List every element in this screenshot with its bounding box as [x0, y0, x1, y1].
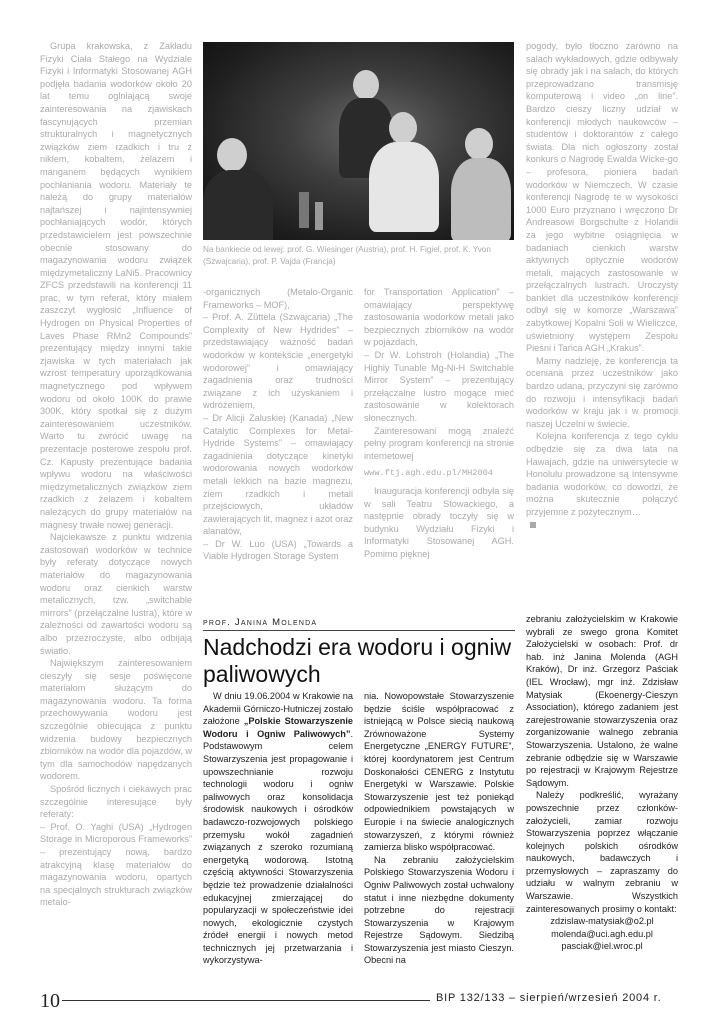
paragraph: Zainteresowani mogą znaleźć pełny program konferencji na stronie internetowej — [364, 425, 514, 461]
contact-email[interactable]: zdzislaw-matysiak@o2.pl — [550, 916, 654, 927]
article-byline: prof. Janina Molenda — [203, 617, 318, 628]
paragraph: Spośród licznych i ciekawych prac szczególnie interesujące były referaty: — [40, 784, 192, 820]
paragraph: Inauguracja konferencji odbyła się w sali Teatru Stowackiego, a następnie obrady toczyły się w budynku Wydziału Fizyki i Informatyki Stosowanej AGH. Pomimo pięknej — [364, 485, 514, 559]
paragraph: – Dr W. Luo (USA) „Towards a Viable Hydrogen Storage System — [203, 538, 353, 562]
paragraph: for Transportation Application” – omawiający perspektywę zastosowania wodorków metali jako bezpiecznych zbiorników na wodór w pojazdach, — [364, 287, 514, 348]
paragraph: Należy podkreślić, wyrażany powszechnie przez członków-założycieli, zamiar rozwoju Stowarzyszenia poprzez włączanie kolejnych polskich ośrodków naukowych, badawczych i przemysłowych – zapraszamy do udziału w walnym zebraniu w Warszawie. Wszystkich zainteresowanych prosimy o kontakt: — [526, 790, 678, 914]
paragraph: – Dr Alicji Zaluskiej (Kanada) „New Catalytic Complexes for Metal-Hydride Systems” – omawiający zagadnienia dotyczące kinetyki wodorowania nowych wodorków metali lekkich na bazie magnezu, ziem rzadkich i metali przejściowych, układów zawierających lit, magnez i azot oraz alanatów, — [203, 412, 353, 537]
paragraph: zebraniu założycielskim w Krakowie wybrali ze swego grona Komitet Założycielski w osobach: Prof. dr hab. inż Janina Molenda (AGH Kraków), Dr inż. Grzegorz Paściak (IEL Wrocław), mgr inż. Zdzisław Matysiak (Ekoenergy-Cieszyn Association), którego zadaniem jest zarejestrowanie stowarzyszenia oraz zorganizowanie walnego zebrania Stowarzyszenia. Ustalono, że walne zebranie odbędzie się w Warszawie po rejestracji w Krajowym Rejestrze Sądowym. — [526, 614, 678, 788]
paragraph: pogody, było tłoczno zarówno na salach wykładowych, gdzie odbywały się obrady jak i na salach, do których przeprowadzano transmisję komputerową i video „on line”. Bardzo cieszy liczny udział w konferencji młodych naukowców – studentów i doktorantów z całego świata. Dla nich ogłoszony został konkurs o Nagrodę Ewalda Wicke-go – profesora, pioniera badań wodorków w Niemczech. W czasie konferencji Nagrodę te w wysokości 1000 Euro przyznano i wręczono Dr Andreasowi Borgschulte z Holandii za jego wybitne osiągnięcia w badaniach cienkich warstw aktywnych optycznie wodorów metali, mających zastosowanie w przełączalnych lustrach. Uroczysty bankiet dla uczestników konferencji odbył się w komorze „Warszawa” zabytkowej Kopalni Soli w Wieliczce, uświetniony występem Zespołu Pieśni i Tańca AGH „Krakus”. — [526, 41, 678, 354]
article-body-column-2 — [364, 690, 514, 967]
body-text: . Podstawowym celem Stowarzyszenia jest propagowanie i upowszechnianie rozwoju technologii wodoru i ogniw paliwowych oraz konsolidacja środowisk naukowych i ośrodków badawczo-rozwojowych polskiego przemysłu wokół zagadnień związanych z szeroko rozumianą energetyką wodorową. Istotną częścią aktywności Stowarzyszenia będzie też prowadzenie działalności edukacyjnej zmierzającej do popularyzacji w społeczeństwie idei nowych, ekologicznie czystych źródeł energii i nowych metod technicznych jej przetwarzania i wykorzystywa- — [203, 728, 353, 966]
contact-email[interactable]: molenda@uci.agh.edu.pl — [551, 928, 653, 939]
article-body-column-1 — [203, 690, 353, 967]
paragraph: Na zebraniu założycielskim Polskiego Stowarzyszenia Wodoru i Ogniw Paliwowych został uchwalony statut i inne niezbędne dokumenty potrzebne do rejestracji Stowarzyszenia w Krajowym Rejestrze Sądowym. Siedzibą Stowarzyszenia jest miasto Cieszyn. Obecni na — [364, 854, 514, 966]
paragraph: -organicznych (Metalo-Organic Frameworks – MOF), — [203, 287, 353, 310]
paragraph: Kolejna konferencja z tego cyklu odbędzie się za dwa lata na Hawajach, gdzie na uniwersytecie w Honolulu prowadzone są intensywne badania wodorków, co dowodzi, że można skutecznie połączyć przyjemne z pożytecznym… — [526, 431, 678, 517]
article-column-1 — [40, 40, 192, 909]
byline-divider — [203, 630, 515, 631]
end-of-article-icon — [530, 522, 536, 528]
article-headline: Nadchodzi era wodoru i ogniw paliwowych — [203, 634, 512, 687]
website-url: www.ftj.agh.edu.pl/MH2004 — [364, 468, 493, 479]
paragraph: – Prof. O. Yaghi (USA) „Hydrogen Storage in Microporous Frameworks” – prezentujący nową, bardzo atrakcyjną klasę materiałów do magazynowania wodoru, opartych na specjalnych strukturach związków metalo- — [40, 821, 192, 908]
paragraph: – Prof. A. Züttela (Szwajcaria) „The Complexity of New Hydrides” – przedstawiający ważność badań wodorków w kontekście „energetyki wodorowej” i omawiający zagadnienia oraz trudności związane z ich użyskaniem i wdrożeniem, — [203, 312, 353, 411]
association-name: „Polskie Stowarzyszenie Wodoru i Ogniw Paliwowych” — [203, 716, 353, 739]
banquet-photo — [203, 42, 514, 240]
paragraph: Mamy nadzieję, że konferencja ta oceniana przez uczestników jako bardzo udana, przyczyni się zarówno do rozwoju i intensyfikacji badań wodorków w kraju jak i w promocji naszej Uczelni w świecie. — [526, 355, 678, 429]
contact-list — [526, 915, 678, 953]
article-body-column-3 — [526, 613, 678, 953]
paragraph: nia. Nowopowstałe Stowarzyszenie będzie ściśle współpracować z istniejącą w Polsce siecią naukową Zrównoważone Systemy Energetyczne „ENERGY FUTURE”, której koordynatorem jest Centrum Doskonałości CENERG z Instytutu Energetyki w Warszawie. Polskie Stowarzyszenie jest też poniekąd odpowiednikiem powstających w Europie i na świecie analogicznych stowarzyszeń, z którymi również zamierza blisko współpracować. — [364, 691, 514, 853]
photo-caption: Na bankiecie od lewej: prof. G. Wiesinger (Austria), prof. H. Figiel, prof. K. Yvon (Szwajcaria), prof. P. Vajda (Francja) — [203, 245, 491, 266]
article-column-4 — [526, 40, 678, 531]
contact-email[interactable]: pasciak@iel.wroc.pl — [561, 941, 643, 952]
paragraph: Najciekawsze z punktu widzenia zastosowań wodorków w technice były referaty dotyczące nowych materiałów do magazynowania wodoru oraz cienkich warstw metalicznych, tzw. „switchable mirrors” (przełączalne lustra), które w zależności od zawartości wodoru są albo przezroczyste, albo odbijają światło. — [40, 532, 192, 656]
intro-text: W dniu 19.06.2004 w Krakowie na Akademii Górniczo-Hutniczej zostało założone — [203, 691, 353, 727]
paragraph: Grupa krakowska, z Zakładu Fizyki Ciała Stałego na Wydziale Fizyki i Informatyki Stosowanej AGH podjęła badania wodorków około 20 lat temu oglniającą swoje zainteresowania na zjawiskach fascynujących przemian strukturalnych i magnetycznych związków ziem rzadkich i tru z niklem, kobaltem, żelazem i manganem będących wynikiem pochłaniania wodoru. Materiały te należą do grupy materiałów najtańszej i najintensywniej pochłaniających wodór, których przedstawicielem jest powszechnie obecnie stosowany do magazynowania wodoru związek międzymetaliczny LaNi5. Pracownicy ZFCS przedstawili na konferencji 11 prac, w tym referat, który miałem zaszczyt wygłosić „Influence of Hydrogen on Physical Properties of Laves Phase RMn2 Compounds” prezentujący między innymi takie zjawiska w tych materiałach jak wzrost temperatury uporządkowania magnetycznego pod wpływem wodoru od około 100K do prawie 300K, który spotkał się z dużym zainteresowaniem uczestników. Warto tu zwrócić uwagę na prezentacje posterowe zespołu prof. Cz. Kapusty prezentujące badania wpływu wodoru na właściwości międzymetalicznych związków ziem rzadkich z żelazem i kobaltem należących do grupy materiałów na magnesy trwałe nowej generacji. — [40, 41, 192, 530]
article-column-2 — [203, 286, 353, 563]
page-number: 10 — [40, 990, 60, 1012]
paragraph: Największym zainteresowaniem cieszyły się sesje poświęcone materiałom służącym do magazynowania wodoru. Ta forma przechowywania wodoru jest szczególnie obiecująca z punktu widzenia budowy bezpiecznych zbiorników na wodór dla pojazdów, w tym dla samochodów napędzanych wodorem. — [40, 658, 192, 782]
paragraph: – Dr W. Lohstroh (Holandia) „The Highly Tunable Mg-Ni-H Switchable Mirror System” – prezentujący przełączalne lustro mogące mieć zastosowanie w kolektorach słonecznych. — [364, 349, 514, 423]
issue-info: BIP 132/133 – sierpień/wrzesień 2004 r. — [436, 992, 662, 1004]
paragraph — [203, 690, 353, 967]
footer-rule — [62, 1000, 430, 1001]
article-column-3 — [364, 286, 514, 560]
